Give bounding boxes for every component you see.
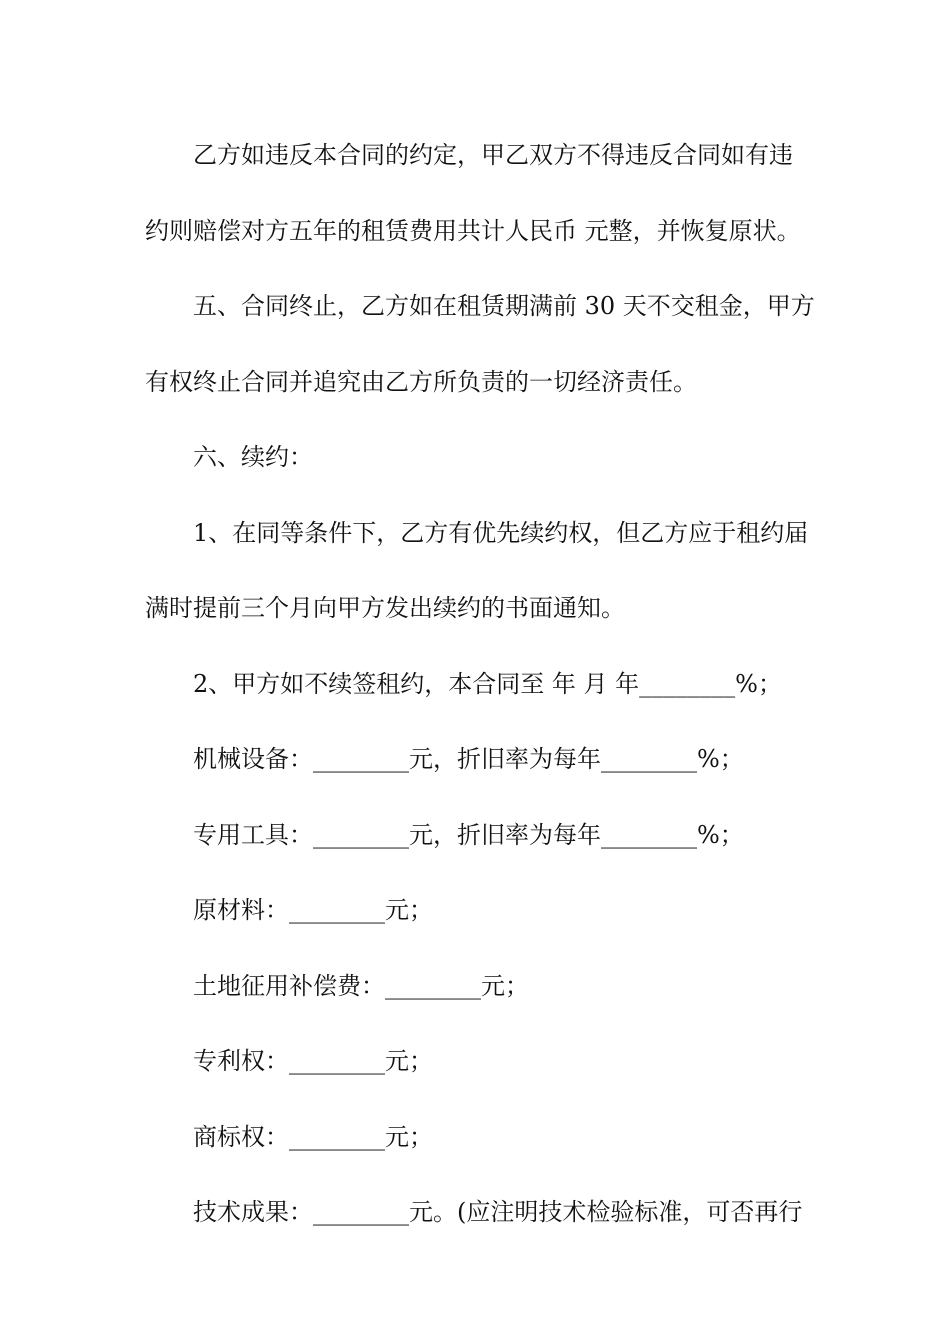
paragraph-line: 约则赔偿对方五年的租赁费用共计人民币 元整，并恢复原状。 [145,216,801,245]
paragraph-line: 乙方如违反本合同的约定，甲乙双方不得违反合同如有违 [193,141,793,169]
list-item: 技术成果：________元。(应注明技术检验标准，可否再行 [193,1198,803,1226]
paragraph-line: 1、在同等条件下，乙方有优先续约权，但乙方应于租约届 [193,518,809,547]
paragraph-line: 满时提前三个月向甲方发出续约的书面通知。 [145,594,625,622]
document-body [145,118,815,1251]
list-item: 专利权：________元； [193,1047,433,1075]
list-item: 原材料：________元； [193,896,433,924]
list-item: 商标权：________元； [193,1122,433,1151]
paragraph-line: 2、甲方如不续签租约，本合同至 年 月 年________%； [193,669,782,698]
list-item: 机械设备：________元，折旧率为每年________%； [193,745,744,773]
paragraph-line: 有权终止合同并追究由乙方所负责的一切经济责任。 [145,367,697,396]
list-item: 专用工具：________元，折旧率为每年________%； [193,820,744,849]
paragraph-line: 五、合同终止，乙方如在租赁期满前 30 天不交租金，甲方 [193,292,815,320]
section-heading: 六、续约： [193,443,313,471]
list-item: 土地征用补偿费：________元； [193,971,529,1000]
